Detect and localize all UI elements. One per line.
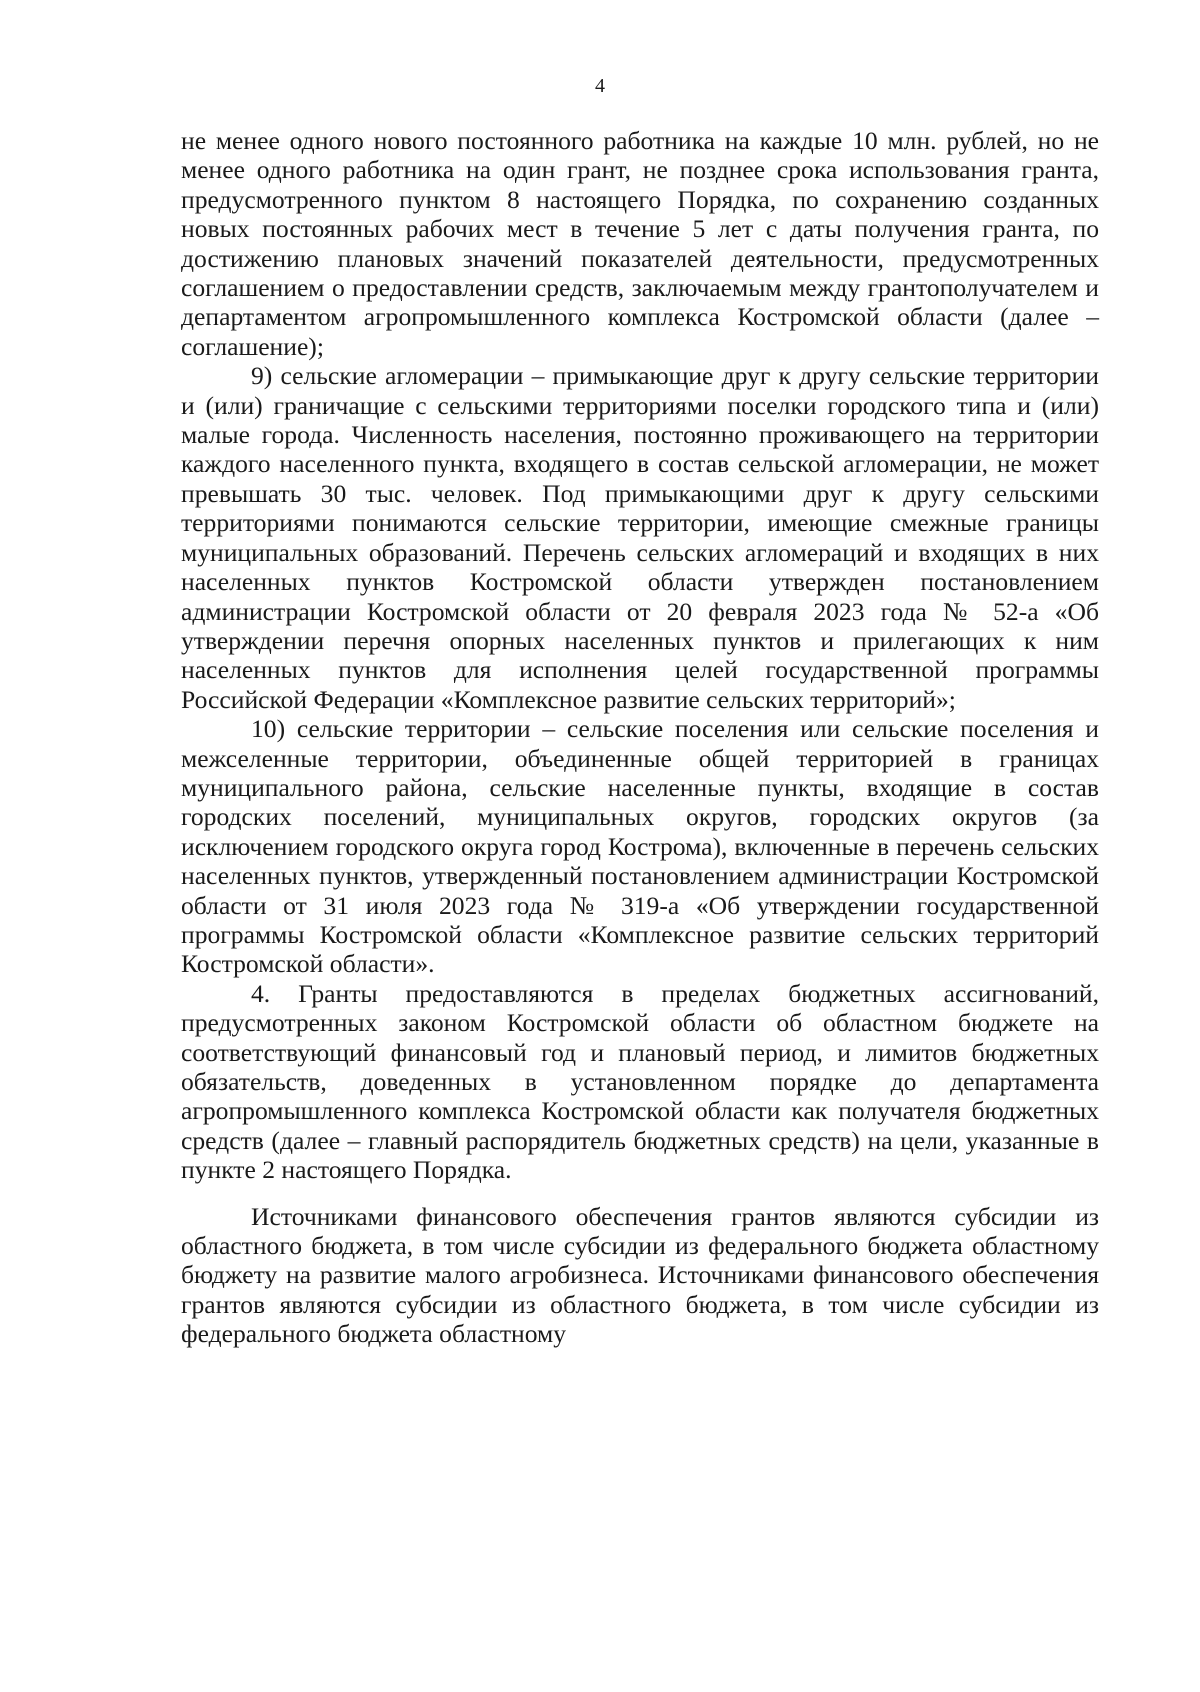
paragraph-item-10: 10) сельские территории – сельские поселения или сельские поселения и межселенные территории, объединенные общей территорией в границах муниципального района, сельские населенные пункты, входящие в состав городских поселений, муниципальных округов, городских округов (за исключением городского округа город Кострома), включенные в перечень сельских населенных пунктов, утвержденный постановлением администрации Костромской области от 31 июля 2023 года № 319-а «Об утверждении государственной программы Костромской области «Комплексное развитие сельских территорий Костромской области». xyxy=(181,714,1099,979)
paragraph-item-9: 9) сельские агломерации – примыкающие друг к другу сельские территории и (или) граничащие с сельскими территориями поселки городского типа и (или) малые города. Численность населения, постоянно проживающего на территории каждого населенного пункта, входящего в состав сельской агломерации, не может превышать 30 тыс. человек. Под примыкающими друг к другу сельскими территориями понимаются сельские территории, имеющие смежные границы муниципальных образований. Перечень сельских агломераций и входящих в них населенных пунктов Костромской области утвержден постановлением администрации Костромской области от 20 февраля 2023 года № 52-а «Об утверждении перечня опорных населенных пунктов и прилегающих к ним населенных пунктов для исполнения целей государственной программы Российской Федерации «Комплексное развитие сельских территорий»; xyxy=(181,361,1099,714)
paragraph-funding-sources: Источниками финансового обеспечения грантов являются субсидии из областного бюджета, в том числе субсидии из федерального бюджета областному бюджету на развитие малого агробизнеса. Источниками финансового обеспечения грантов являются субсидии из областного бюджета, в том числе субсидии из федерального бюджета областному xyxy=(181,1201,1099,1349)
document-body xyxy=(181,126,1099,1349)
paragraph-continuation: не менее одного нового постоянного работника на каждые 10 млн. рублей, но не менее одного работника на один грант, не позднее срока использования гранта, предусмотренного пунктом 8 настоящего Порядка, по сохранению созданных новых постоянных рабочих мест в течение 5 лет с даты получения гранта, по достижению плановых значений показателей деятельности, предусмотренных соглашением о предоставлении средств, заключаемым между грантополучателем и департаментом агропромышленного комплекса Костромской области (далее – соглашение); xyxy=(181,126,1099,361)
paragraph-section-4: 4. Гранты предоставляются в пределах бюджетных ассигнований, предусмотренных законом Костромской области об областном бюджете на соответствующий финансовый год и плановый период, и лимитов бюджетных обязательств, доведенных в установленном порядке до департамента агропромышленного комплекса Костромской области как получателя бюджетных средств (далее – главный распорядитель бюджетных средств) на цели, указанные в пункте 2 настоящего Порядка. xyxy=(181,978,1099,1185)
page-number: 4 xyxy=(595,75,605,97)
